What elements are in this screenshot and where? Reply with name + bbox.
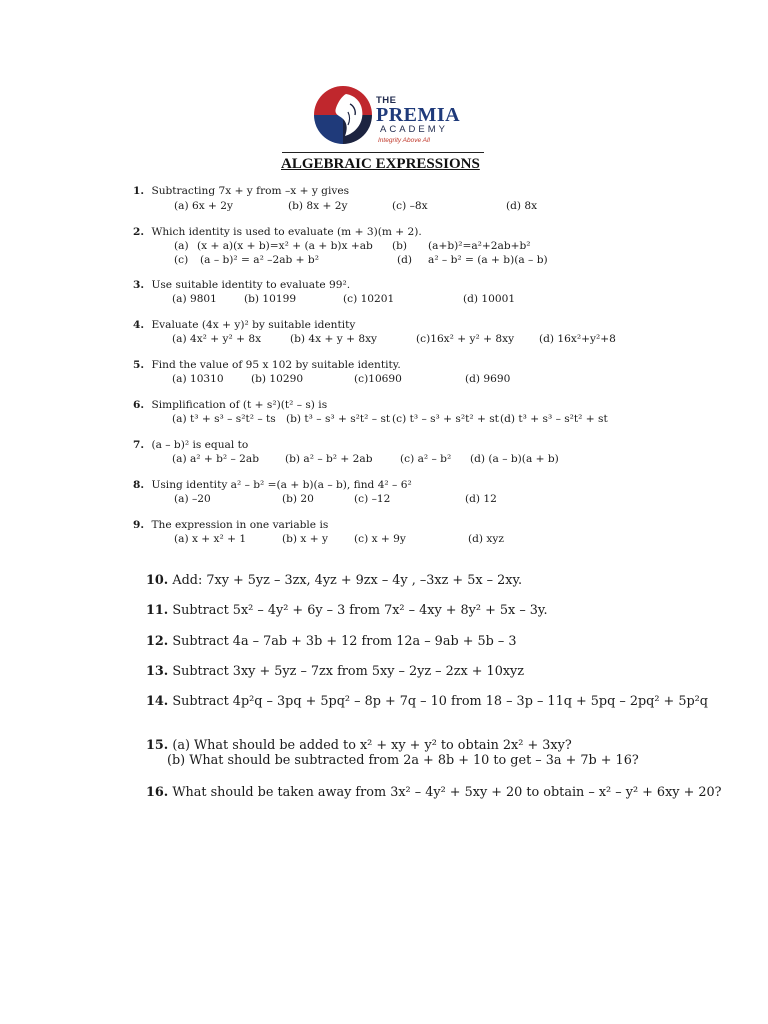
title-divider [282,152,484,153]
question-7 [133,439,248,451]
question-text: Which identity is used to evaluate (m + 3)(m + 2). [151,226,422,238]
option-d: (d) 8x [506,200,538,212]
option-a: (a) x + x² + 1 [174,533,247,545]
option-b: (a+b)²=a²+2ab+b² [428,240,531,252]
question-5 [133,359,401,371]
option-d: (d) t³ + s³ – s²t² + st [500,413,608,425]
question-text: Subtract 4a – 7ab + 3b + 12 from 12a – 9ab + 5b – 3 [172,634,517,649]
question-text: Using identity a² – b² =(a + b)(a – b), find 4² – 6² [151,479,412,491]
option-a: (a) a² + b² – 2ab [172,453,260,465]
question-number: 5. [133,359,145,371]
premia-lion-logo [312,84,374,146]
question-15 [146,738,572,753]
question-6 [133,399,327,411]
option-b: (b) 8x + 2y [288,200,348,212]
brand-the: THE [376,95,397,106]
question-number: 10. [146,573,169,588]
option-c: (c)16x² + y² + 8xy [416,333,515,345]
option-c: (c)10690 [354,373,402,385]
question-number: 16. [146,785,169,800]
question-12 [146,634,517,649]
question-number: 7. [133,439,145,451]
option-b: (b) 20 [282,493,314,505]
option-b: (b) 10199 [244,293,297,305]
question-number: 12. [146,634,169,649]
option-c: (c) –12 [354,493,391,505]
question-4 [133,319,355,331]
option-b: (b) x + y [282,533,328,545]
option-d: (d) 9690 [465,373,511,385]
question-8 [133,479,412,491]
option-a: (a) 9801 [172,293,217,305]
question-number: 2. [133,226,145,238]
question-2 [133,226,422,238]
question-text: Add: 7xy + 5yz – 3zx, 4yz + 9zx – 4y , –3xz + 5x – 2xy. [172,573,523,588]
option-a-label: (a) [174,240,189,252]
question-11 [146,603,548,618]
question-14 [146,694,708,709]
question-number: 9. [133,519,145,531]
question-text: Simplification of (t + s²)(t² – s) is [151,399,328,411]
question-text: What should be taken away from 3x² – 4y² + 5xy + 20 to obtain – x² – y² + 6xy + 20? [172,785,722,800]
option-c: (c) –8x [392,200,428,212]
option-c-label: (c) [174,254,189,266]
question-text: Subtract 3xy + 5yz – 7zx from 5xy – 2yz – 2zx + 10xyz [172,664,525,679]
question-number: 4. [133,319,145,331]
question-3 [133,279,350,291]
option-a: (x + a)(x + b)=x² + (a + b)x +ab [197,240,373,252]
option-d: (d) 16x²+y²+8 [539,333,616,345]
option-d-label: (d) [397,254,413,266]
option-d: (d) (a – b)(a + b) [470,453,559,465]
option-c: (a – b)² = a² –2ab + b² [200,254,319,266]
question-15-b: (b) What should be subtracted from 2a + 8b + 10 to get – 3a + 7b + 16? [167,753,639,768]
question-text-a: (a) What should be added to x² + xy + y² to obtain 2x² + 3xy? [172,738,572,753]
option-a: (a) –20 [174,493,211,505]
option-a: (a) 6x + 2y [174,200,234,212]
question-13 [146,664,524,679]
question-number: 3. [133,279,145,291]
brand-tagline: Integrity Above All [378,137,430,144]
question-number: 8. [133,479,145,491]
question-9 [133,519,328,531]
option-b-label: (b) [392,240,408,252]
question-number: 13. [146,664,169,679]
option-c: (c) 10201 [343,293,395,305]
question-text: Subtract 4p²q – 3pq + 5pq² – 8p + 7q – 10 from 18 – 3p – 11q + 5pq – 2pq² + 5p²q [172,694,708,709]
question-number: 6. [133,399,145,411]
option-b: (b) 10290 [251,373,304,385]
brand-academy: ACADEMY [380,124,448,135]
question-number: 11. [146,603,169,618]
option-d: (d) xyz [468,533,504,545]
option-c: (c) x + 9y [354,533,406,545]
option-b: (b) 4x + y + 8xy [290,333,378,345]
question-text: Subtracting 7x + y from –x + y gives [151,185,350,197]
option-b: (b) t³ – s³ + s²t² – st [286,413,391,425]
question-text: Subtract 5x² – 4y² + 6y – 3 from 7x² – 4xy + 8y² + 5x – 3y. [172,603,548,618]
question-number: 14. [146,694,169,709]
option-a: (a) 4x² + y² + 8x [172,333,262,345]
question-text: Use suitable identity to evaluate 99². [151,279,351,291]
option-d: a² – b² = (a + b)(a – b) [428,254,548,266]
question-number: 1. [133,185,145,197]
option-a: (a) t³ + s³ – s²t² – ts [172,413,276,425]
option-a: (a) 10310 [172,373,224,385]
option-c: (c) a² – b² [400,453,452,465]
question-text: Find the value of 95 x 102 by suitable identity. [151,359,401,371]
option-c: (c) t³ – s³ + s²t² + st [392,413,499,425]
page-title: ALGEBRAIC EXPRESSIONS [281,156,480,172]
brand-premia: PREMIA [376,104,461,126]
question-number: 15. [146,738,169,753]
question-1 [133,185,349,197]
question-10 [146,573,522,588]
question-text: (a – b)² is equal to [151,439,249,451]
option-b: (b) a² – b² + 2ab [285,453,373,465]
question-text: The expression in one variable is [151,519,329,531]
option-d: (d) 12 [465,493,497,505]
question-16 [146,785,722,800]
option-d: (d) 10001 [463,293,516,305]
question-text: Evaluate (4x + y)² by suitable identity [151,319,356,331]
